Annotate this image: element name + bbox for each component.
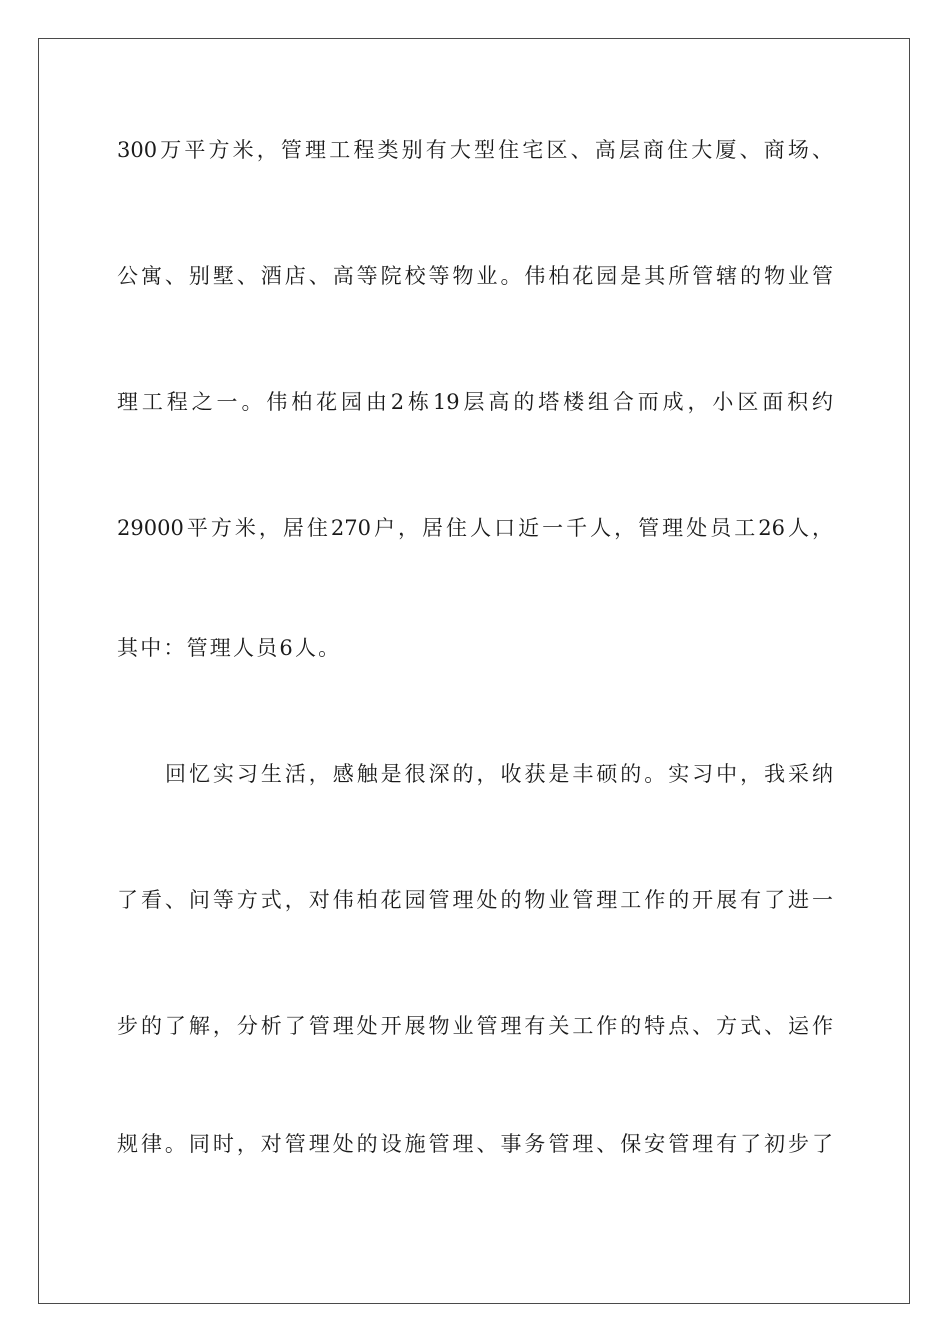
page-frame (38, 38, 910, 1304)
paragraph-line-2: 公寓、别墅、酒店、高等院校等物业。伟柏花园是其所管辖的物业管 (117, 264, 833, 288)
paragraph-line-9: 规律。同时，对管理处的设施管理、事务管理、保安管理有了初步了 (117, 1132, 833, 1156)
paragraph-line-7: 了看、问等方式，对伟柏花园管理处的物业管理工作的开展有了进一 (117, 888, 833, 912)
paragraph-line-3: 理工程之一。伟柏花园由2栋19层高的塔楼组合而成，小区面积约 (117, 390, 833, 414)
paragraph-line-8: 步的了解，分析了管理处开展物业管理有关工作的特点、方式、运作 (117, 1014, 833, 1038)
paragraph-line-5: 其中：管理人员6人。 (117, 636, 342, 660)
paragraph-line-1: 300万平方米，管理工程类别有大型住宅区、高层商住大厦、商场、 (117, 138, 833, 162)
paragraph-line-4: 29000平方米，居住270户，居住人口近一千人，管理处员工26人， (117, 516, 833, 540)
paragraph-line-6: 回忆实习生活，感触是很深的，收获是丰硕的。实习中，我采纳 (165, 762, 833, 786)
